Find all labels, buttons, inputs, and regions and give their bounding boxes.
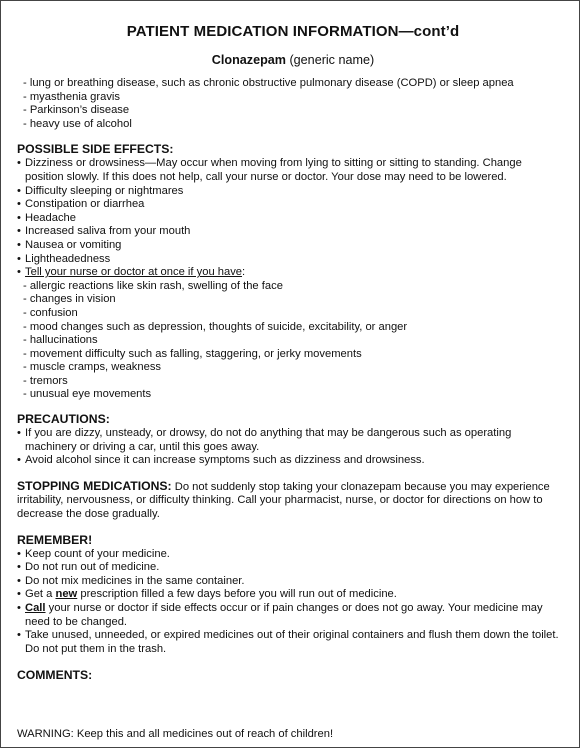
- stopping-heading: STOPPING MEDICATIONS:: [17, 478, 172, 493]
- comments-heading: COMMENTS:: [17, 668, 93, 683]
- get-prefix: Get a: [25, 588, 56, 601]
- drug-name: [17, 52, 569, 68]
- list-item: [17, 602, 569, 616]
- stopping-text: decrease the dose gradually.: [17, 508, 160, 521]
- call-text: your nurse or doctor if side effects occur or if pain changes or does not go away. Your medicine may: [45, 602, 543, 614]
- stopping-text: irritability, nervousness, or difficulty thinking. Call your pharmacist, nurse, or doctor for directions on how to: [17, 494, 543, 507]
- list-item: • If you are dizzy, unsteady, or drowsy, do not do anything that may be dangerous such as operating: [17, 427, 569, 441]
- list-item: • Do not mix medicines in the same container.: [17, 575, 569, 589]
- stopping-line: [17, 479, 569, 495]
- drug-generic-label: (generic name): [285, 53, 375, 67]
- remember-heading: REMEMBER!: [17, 532, 93, 547]
- list-item: - lung or breathing disease, such as chronic obstructive pulmonary disease (COPD) or sleep apnea: [23, 77, 514, 89]
- list-item: • Constipation or diarrhea: [17, 198, 569, 212]
- drug-brand-name: Clonazepam: [211, 53, 286, 67]
- new-emphasis: new: [55, 588, 78, 601]
- list-item-continuation: position slowly. If this does not help, call your nurse or doctor. Your dose may need to be lowered.: [25, 170, 507, 183]
- get-suffix: prescription filled a few days before you will run out of medicine.: [77, 588, 397, 601]
- tell-doctor-label: Tell your nurse or doctor at once if you have: [25, 266, 243, 279]
- list-item: - myasthenia gravis: [23, 90, 120, 103]
- page-title: PATIENT MEDICATION INFORMATION—cont’d: [126, 23, 460, 40]
- list-item-continuation: Do not put them in the trash.: [25, 642, 167, 655]
- list-item: - muscle cramps, weakness: [23, 361, 162, 374]
- side-effects-section: [17, 142, 569, 402]
- list-item-continuation: machinery or driving a car, until this goes away.: [25, 440, 260, 453]
- list-item: - unusual eye movements: [23, 388, 152, 401]
- side-effects-heading: POSSIBLE SIDE EFFECTS:: [17, 142, 174, 157]
- conditions-list: [17, 77, 569, 131]
- list-item: • Avoid alcohol since it can increase symptoms such as dizziness and drowsiness.: [17, 454, 569, 468]
- list-item: - confusion: [23, 306, 78, 319]
- list-item: - mood changes such as depression, thoughts of suicide, excitability, or anger: [23, 320, 408, 333]
- list-item: • Increased saliva from your mouth: [17, 225, 569, 239]
- warning-text: WARNING: Keep this and all medicines out of reach of children!: [17, 728, 334, 740]
- list-item: • Lightheadedness: [17, 253, 569, 267]
- precautions-heading: PRECAUTIONS:: [17, 412, 110, 427]
- list-item: • Do not run out of medicine.: [17, 561, 569, 575]
- tell-doctor-item: [17, 266, 569, 280]
- stopping-text: Do not suddenly stop taking your clonazepam because you may experience: [171, 480, 550, 493]
- list-item: • Difficulty sleeping or nightmares: [17, 185, 569, 199]
- tell-doctor-colon: :: [242, 266, 246, 279]
- list-item: • Nausea or vomiting: [17, 239, 569, 253]
- list-item: - Parkinson’s disease: [23, 104, 130, 117]
- list-item: - heavy use of alcohol: [23, 117, 132, 130]
- list-item: • Take unused, unneeded, or expired medicines out of their original containers and flush them down the toilet.: [17, 629, 569, 643]
- list-item: - movement difficulty such as falling, staggering, or jerky movements: [23, 347, 362, 360]
- list-item: - tremors: [23, 374, 68, 387]
- call-emphasis: Call: [25, 602, 46, 614]
- list-item: • Keep count of your medicine.: [17, 548, 569, 562]
- list-item: • Headache: [17, 212, 569, 226]
- list-item: - allergic reactions like skin rash, swelling of the face: [23, 279, 283, 292]
- list-item: • Dizziness or drowsiness—May occur when moving from lying to sitting or sitting to standing. Change: [17, 157, 569, 171]
- stopping-section: [17, 479, 569, 522]
- list-item-continuation: need to be changed.: [25, 615, 128, 628]
- precautions-section: [17, 412, 569, 468]
- list-item: [17, 588, 569, 602]
- remember-section: [17, 533, 569, 657]
- list-item: - changes in vision: [23, 293, 116, 306]
- list-item: - hallucinations: [23, 334, 98, 347]
